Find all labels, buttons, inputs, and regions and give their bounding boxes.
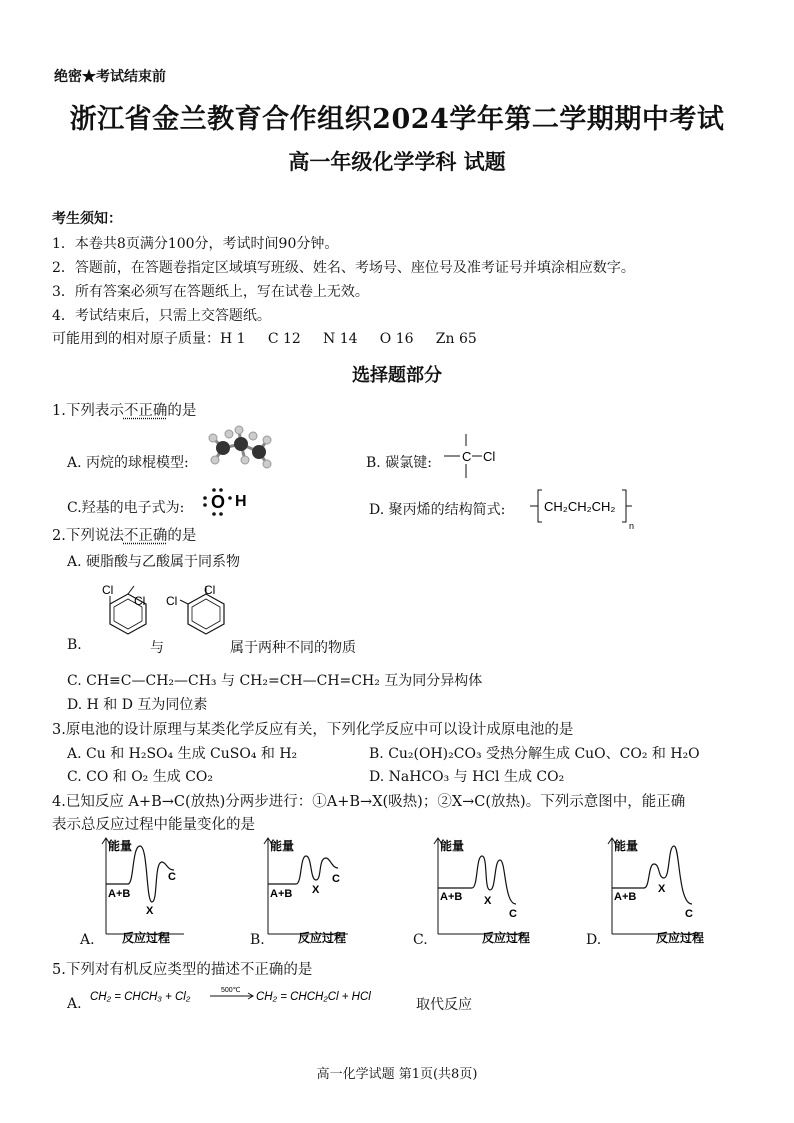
q1-option-d: D. 聚丙烯的结构简式: xyxy=(369,502,506,518)
carbon-chlorine-bond xyxy=(440,432,500,480)
q3-option-c: C. CO 和 O₂ 生成 CO₂ xyxy=(67,769,213,785)
svg-text:A+B: A+B xyxy=(108,888,131,900)
svg-text:H: H xyxy=(235,493,247,510)
q4-option-c: C. xyxy=(413,932,428,948)
hydroxyl-electron-formula xyxy=(200,486,260,520)
svg-text:反应过程: 反应过程 xyxy=(482,931,531,945)
energy-diagram-b xyxy=(238,834,368,946)
svg-text:C: C xyxy=(168,871,176,883)
svg-text:C: C xyxy=(509,908,517,920)
q5-stem: 5.下列对有机反应类型的描述不正确的是 xyxy=(52,962,313,978)
q2-stem: 2.下列说法不正确的是 xyxy=(52,528,197,544)
q5-option-a-equation xyxy=(88,982,398,1012)
propane-ball-stick-model xyxy=(203,418,275,474)
exam-subtitle: 高一年级化学学科 试题 xyxy=(288,149,506,174)
svg-text:反应过程: 反应过程 xyxy=(122,931,171,945)
svg-text:X: X xyxy=(658,883,666,895)
notice-item: 4．考试结束后，只需上交答题纸。 xyxy=(52,308,271,324)
svg-text:X: X xyxy=(312,884,320,896)
notice-item: 2．答题前，在答题卷指定区域填写班级、姓名、考场号、座位号及准考证号并填涂相应数字。 xyxy=(52,260,635,276)
svg-text:X: X xyxy=(146,905,154,917)
q1-option-b: B. 碳氯键: xyxy=(366,455,432,471)
q4-option-d: D. xyxy=(586,932,602,948)
o-dichlorobenzene-2 xyxy=(164,582,234,652)
q3-option-d: D. NaHCO₃ 与 HCl 生成 CO₂ xyxy=(369,769,565,785)
q2-option-c: C. CH≡C—CH₂—CH₃ 与 CH₂=CH—CH=CH₂ 互为同分异构体 xyxy=(67,673,483,689)
svg-text:C: C xyxy=(685,908,693,920)
q5-option-a-type: 取代反应 xyxy=(416,997,472,1013)
atomic-mass: 可能用到的相对原子质量：H 1 C 12 N 14 O 16 Zn 65 xyxy=(52,331,477,347)
q5-option-a-label: A. xyxy=(67,996,82,1012)
svg-text:反应过程: 反应过程 xyxy=(656,931,705,945)
svg-text:能量: 能量 xyxy=(108,839,133,853)
notice-item: 1．本卷共8页满分100分，考试时间90分钟。 xyxy=(52,236,339,252)
q4-option-b: B. xyxy=(250,932,265,948)
q2-option-d: D. H 和 D 互为同位素 xyxy=(67,697,208,713)
svg-text:500℃: 500℃ xyxy=(221,987,241,994)
exam-title: 浙江省金兰教育合作组织2024学年第二学期期中考试 xyxy=(69,104,725,135)
energy-diagram-d xyxy=(582,834,717,946)
svg-text:X: X xyxy=(484,895,492,907)
notice-heading: 考生须知： xyxy=(52,211,122,227)
svg-text:能量: 能量 xyxy=(270,839,295,853)
svg-text:Cl: Cl xyxy=(134,594,146,608)
chlorine-label: Cl xyxy=(483,449,496,464)
svg-text:CH₂CH₂CH₂: CH₂CH₂CH₂ xyxy=(544,499,616,514)
svg-text:Cl: Cl xyxy=(102,583,114,597)
svg-text:A+B: A+B xyxy=(614,891,637,903)
svg-text:n: n xyxy=(629,521,635,530)
polypropylene-formula xyxy=(528,486,644,530)
svg-text:反应过程: 反应过程 xyxy=(298,931,347,945)
svg-text:CH₂ = CHCH₃ + Cl₂: CH₂ = CHCH₃ + Cl₂ xyxy=(90,991,191,1003)
svg-text:C: C xyxy=(332,873,340,885)
svg-text:A+B: A+B xyxy=(440,891,463,903)
energy-diagram-c xyxy=(408,834,543,946)
q3-stem: 3.原电池的设计原理与某类化学反应有关，下列化学反应中可以设计成原电池的是 xyxy=(52,722,574,738)
svg-text:A+B: A+B xyxy=(270,888,293,900)
svg-text:能量: 能量 xyxy=(440,839,465,853)
secret-mark: 绝密★考试结束前 xyxy=(54,69,166,85)
q4-stem-line1: 4.已知反应 A+B→C(放热)分两步进行：①A+B→X(吸热)；②X→C(放热)。下列示意图中，能正确 xyxy=(52,794,686,810)
svg-text:CH₂ = CHCH₂Cl + HCl: CH₂ = CHCH₂Cl + HCl xyxy=(256,991,371,1003)
q3-option-b: B. Cu₂(OH)₂CO₃ 受热分解生成 CuO、CO₂ 和 H₂O xyxy=(369,746,700,762)
q2-option-a: A. 硬脂酸与乙酸属于同系物 xyxy=(67,554,241,570)
q1-stem: 1.下列表示不正确的是 xyxy=(52,403,197,419)
q4-option-a: A. xyxy=(80,932,95,948)
q2-option-b-label: B. xyxy=(67,637,82,653)
q1-option-c: C.羟基的电子式为: xyxy=(67,500,185,516)
q3-option-a: A. Cu 和 H₂SO₄ 生成 CuSO₄ 和 H₂ xyxy=(67,746,298,762)
svg-text:O: O xyxy=(211,492,226,512)
q1-option-a: A. 丙烷的球棍模型: xyxy=(67,455,189,471)
energy-diagram-a xyxy=(74,834,204,946)
o-dichlorobenzene-1 xyxy=(86,582,156,652)
svg-text:Cl: Cl xyxy=(166,594,178,608)
page-footer: 高一化学试题 第1页(共8页) xyxy=(316,1067,478,1082)
q2-option-b-mid: 与 xyxy=(150,640,164,656)
svg-text:Cl: Cl xyxy=(204,583,216,597)
q2-option-b-post: 属于两种不同的物质 xyxy=(230,640,356,656)
svg-text:能量: 能量 xyxy=(614,839,639,853)
section-title: 选择题部分 xyxy=(352,365,442,386)
q4-stem-line2: 表示总反应过程中能量变化的是 xyxy=(52,817,255,833)
notice-item: 3．所有答案必须写在答题纸上，写在试卷上无效。 xyxy=(52,284,369,300)
carbon-label: C xyxy=(462,449,472,464)
